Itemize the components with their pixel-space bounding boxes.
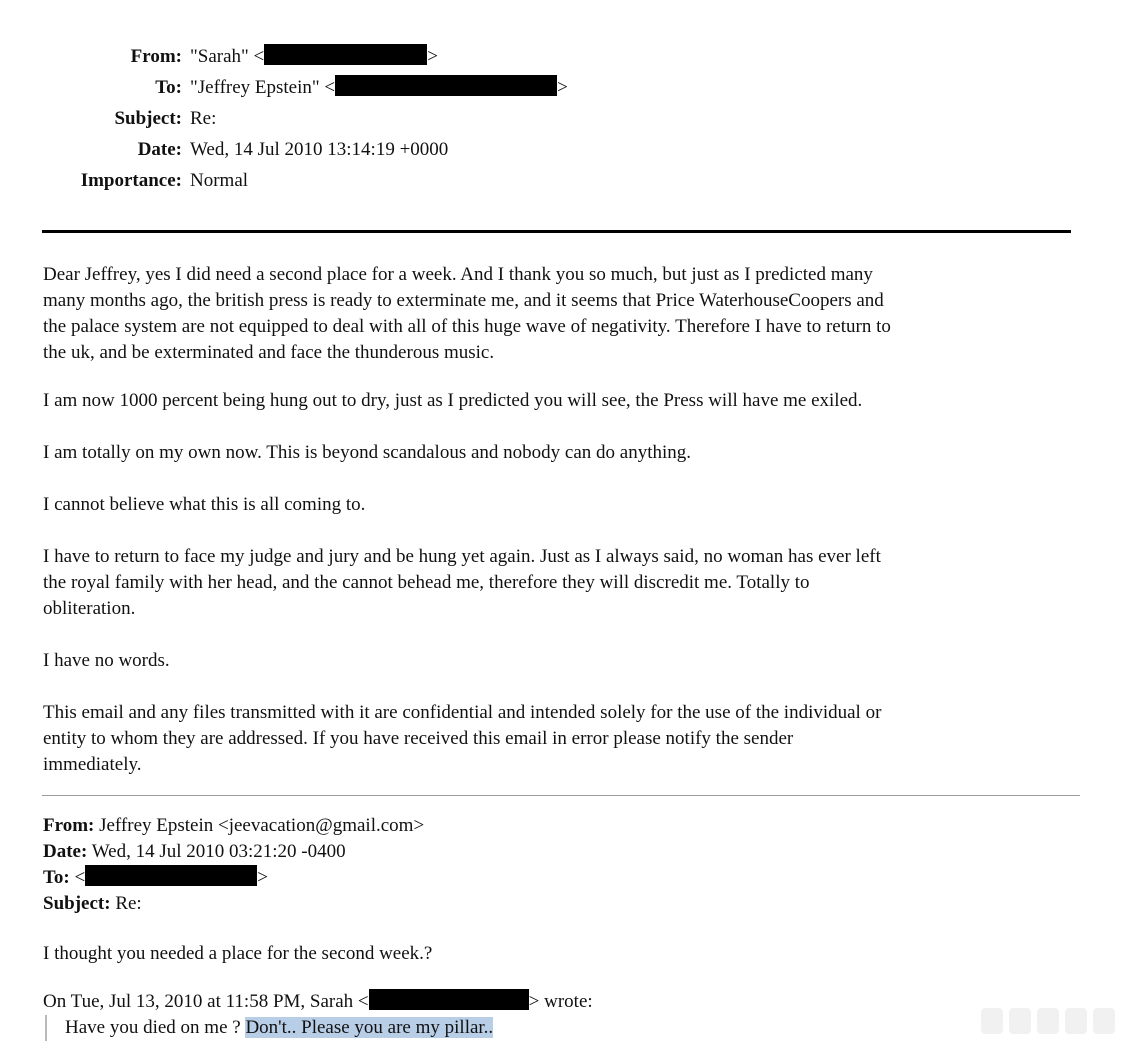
quoted-subject-value: Re: — [110, 893, 142, 914]
to-value: "Jeffrey Epstein" < > — [190, 77, 568, 98]
date-value: Wed, 14 Jul 2010 13:14:19 +0000 — [190, 139, 449, 160]
header-subject-row — [40, 106, 1080, 137]
redaction-bar — [369, 989, 529, 1010]
subject-value: Re: — [190, 108, 217, 129]
body-paragraph: I have to return to face my judge and jury and be hung yet again. Just as I always said, no woman has ever left the royal family with her head, and the cannot behead me, therefore they will discredit me. Totally to obliteration. — [43, 546, 881, 619]
quoted-from-row: From: Jeffrey Epstein <jeevacation@gmail.com> — [43, 815, 425, 836]
quoted-from-value: Jeffrey Epstein <jeevacation@gmail.com> — [94, 815, 425, 836]
header-divider — [42, 230, 1071, 233]
email-body — [43, 262, 1083, 778]
to-label: To: — [155, 77, 182, 98]
blurred-watermark — [981, 1008, 1115, 1034]
date-label: Date: — [137, 139, 182, 160]
highlighted-text[interactable]: Don't.. Please you are my pillar.. — [245, 1017, 494, 1038]
header-to-row — [40, 75, 1080, 106]
header-from-row — [40, 44, 1080, 75]
quoted-date-row: Date: Wed, 14 Jul 2010 03:21:20 -0400 — [43, 841, 346, 862]
body-paragraph: I cannot believe what this is all coming to. — [43, 494, 366, 515]
from-label: From: — [130, 46, 182, 67]
importance-label: Importance: — [80, 170, 182, 191]
quote-divider — [42, 795, 1080, 796]
quoted-message — [43, 813, 1083, 1041]
header-date-row — [40, 137, 1080, 168]
quoted-to-row: To: < > — [43, 867, 268, 888]
body-paragraph: I am totally on my own now. This is beyond scandalous and nobody can do anything. — [43, 442, 692, 463]
body-paragraph: I have no words. — [43, 650, 170, 671]
blockquote-line: Have you died on me ? Don't.. Please you are my pillar.. — [45, 1015, 1083, 1041]
email-header — [40, 44, 1080, 199]
redaction-bar — [85, 865, 257, 886]
body-paragraph: I am now 1000 percent being hung out to dry, just as I predicted you will see, the Press will have me exiled. — [43, 390, 863, 411]
redaction-bar — [335, 75, 557, 96]
quoted-message-text: I thought you needed a place for the second week.? — [43, 943, 433, 964]
subject-label: Subject: — [114, 108, 182, 129]
reply-attribution: On Tue, Jul 13, 2010 at 11:58 PM, Sarah < > wrote: — [43, 991, 593, 1012]
confidentiality-notice: This email and any files transmitted with it are confidential and intended solely for the use of the individual or entity to whom they are addressed. If you have received this email in error please notify the sender immediately. — [43, 702, 882, 775]
quoted-date-value: Wed, 14 Jul 2010 03:21:20 -0400 — [87, 841, 346, 862]
redaction-bar — [264, 44, 427, 65]
from-value: "Sarah" < > — [190, 46, 438, 67]
quoted-subject-row: Subject: Re: — [43, 893, 142, 914]
body-paragraph: Dear Jeffrey, yes I did need a second place for a week. And I thank you so much, but just as I predicted many many months ago, the british press is ready to exterminate me, and it seems that Price WaterhouseCoopers and the palace system are not equipped to deal with all of this huge wave of negativity. Therefore I have to return to the uk, and be exterminated and face the thunderous music. — [43, 264, 891, 363]
importance-value: Normal — [190, 170, 249, 191]
header-importance-row — [40, 168, 1080, 199]
